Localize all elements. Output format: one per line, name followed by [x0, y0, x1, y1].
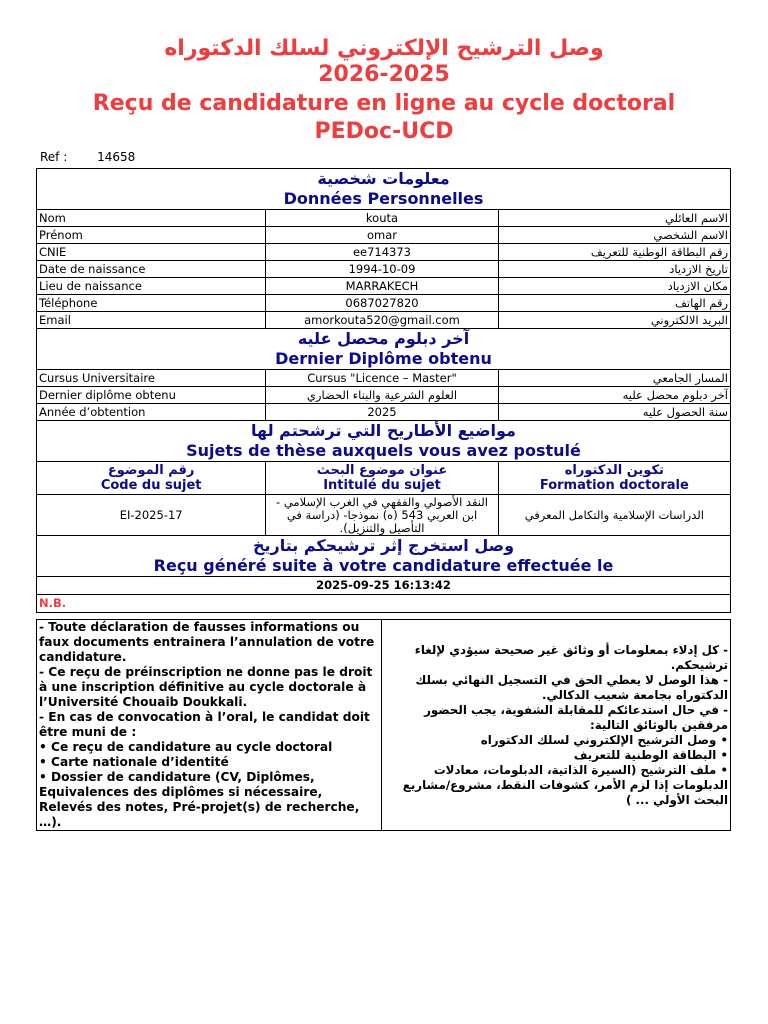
section-subjects-ar: مواضيع الأطاريح التي ترشحتم لها	[251, 421, 516, 440]
personal-value: omar	[266, 227, 498, 244]
personal-label-fr: Date de naissance	[37, 261, 266, 278]
note-fr-item: - Toute déclaration de fausses informations ou faux documents entrainera l’annulation de votre candidature.	[39, 620, 375, 664]
title-program: PEDoc-UCD	[314, 119, 454, 144]
col-header-title	[266, 462, 498, 495]
personal-label-fr: Email	[37, 312, 266, 329]
section-diploma-ar: آخر دبلوم محصل عليه	[297, 329, 470, 348]
col-code-fr: Code du sujet	[100, 478, 202, 493]
diploma-value: 2025	[266, 404, 498, 421]
section-diploma-fr: Dernier Diplôme obtenu	[275, 349, 492, 368]
section-receipt-fr: Reçu généré suite à votre candidature effectuée le	[153, 556, 614, 575]
reference	[40, 150, 135, 164]
note-fr-item: - Ce reçu de préinscription ne donne pas le droit à une inscription définitive au cycle doctorale à l’Université Chouaib Doukkali.	[39, 665, 373, 709]
personal-value: ee714373	[266, 244, 498, 261]
personal-label-ar: تاريخ الازدياد	[498, 261, 730, 278]
personal-label-fr: Nom	[37, 210, 266, 227]
note-ar-item: • ملف الترشيح (السيرة الذاتية، الدبلومات، معادلات الدبلومات إذا لزم الأمر، كشوفات النقط، مشروع/مشاريع البحث الأولي ... )	[402, 762, 728, 807]
title-year: 2026-2025	[318, 62, 450, 87]
personal-value: 0687027820	[266, 295, 498, 312]
section-receipt-ar: وصل استخرج إثر ترشيحكم بتاريخ	[252, 536, 515, 555]
candidature-table	[36, 168, 731, 613]
personal-label-ar: مكان الازدياد	[498, 278, 730, 295]
notes-table	[36, 619, 731, 831]
diploma-label-fr: Cursus Universitaire	[37, 370, 266, 387]
personal-row	[37, 210, 731, 227]
note-fr-item: • Ce reçu de candidature au cycle doctoral	[39, 740, 333, 754]
personal-label-ar: رقم الهاتف	[498, 295, 730, 312]
diploma-row	[37, 370, 731, 387]
personal-value: kouta	[266, 210, 498, 227]
personal-row	[37, 244, 731, 261]
note-ar-item: - هذا الوصل لا يعطي الحق في التسجيل النهائي بسلك الدكتوراه بجامعة شعيب الدكالي.	[415, 672, 728, 702]
diploma-row	[37, 404, 731, 421]
diploma-value: Cursus "Licence – Master"	[266, 370, 498, 387]
diploma-label-ar: آخر دبلوم محصل عليه	[498, 387, 730, 404]
note-ar-item: • وصل الترشيح الإلكتروني لسلك الدكتوراه	[480, 732, 728, 747]
note-ar-item: - في حال استدعائكم للمقابلة الشفوية، يجب الحضور مرفقين بالوثائق التالية:	[424, 702, 728, 732]
personal-value: amorkouta520@gmail.com	[266, 312, 498, 329]
note-fr-item: • Dossier de candidature (CV, Diplômes, Equivalences des diplômes si nécessaire, Relevés des notes, Pré-projet(s) de recherche, …).	[39, 770, 360, 829]
notes-french	[37, 620, 382, 831]
note-fr-item: - En cas de convocation à l’oral, le candidat doit être muni de :	[39, 710, 370, 739]
nb-label: N.B.	[37, 595, 731, 613]
col-formation-ar: تكوين الدكتوراه	[564, 463, 664, 478]
diploma-label-ar: المسار الجامعي	[498, 370, 730, 387]
note-ar-item: - كل إدلاء بمعلومات أو وثائق غير صحيحة سيؤدي لإلغاء ترشيحكم.	[414, 642, 728, 672]
personal-label-ar: البريد الالكتروني	[498, 312, 730, 329]
col-title-fr: Intitulé du sujet	[323, 478, 441, 493]
personal-row	[37, 227, 731, 244]
personal-label-ar: الاسم العائلي	[498, 210, 730, 227]
subject-code: EI-2025-17	[37, 495, 266, 536]
diploma-label-fr: Année d’obtention	[37, 404, 266, 421]
personal-label-fr: Prénom	[37, 227, 266, 244]
personal-row	[37, 278, 731, 295]
col-title-ar: عنوان موضوع البحث	[316, 463, 448, 478]
personal-label-fr: CNIE	[37, 244, 266, 261]
diploma-value: العلوم الشرعية والبناء الحضاري	[266, 387, 498, 404]
col-formation-fr: Formation doctorale	[539, 478, 689, 493]
note-ar-item: • البطاقة الوطنية للتعريف	[573, 747, 728, 762]
section-personal	[37, 169, 731, 210]
personal-label-fr: Lieu de naissance	[37, 278, 266, 295]
section-subjects	[37, 421, 731, 462]
personal-value: 1994-10-09	[266, 261, 498, 278]
personal-label-ar: رقم البطاقة الوطنية للتعريف	[498, 244, 730, 261]
section-receipt	[37, 536, 731, 577]
ref-label: Ref :	[40, 150, 68, 164]
section-personal-fr: Données Personnelles	[283, 189, 484, 208]
receipt-datetime: 2025-09-25 16:13:42	[37, 577, 731, 595]
notes-arabic	[382, 620, 731, 831]
ref-number: 14658	[97, 150, 136, 164]
section-personal-ar: معلومات شخصية	[317, 169, 450, 188]
diploma-label-fr: Dernier diplôme obtenu	[37, 387, 266, 404]
personal-value: MARRAKECH	[266, 278, 498, 295]
subject-title: النقد الأصولي والفقهي في الغرب الإسلامي - ابن العربي 543 (ه) نموذجا- (دراسة في التأصيل والتنزيل).	[266, 495, 498, 536]
personal-label-fr: Téléphone	[37, 295, 266, 312]
personal-row	[37, 295, 731, 312]
diploma-label-ar: سنة الحصول عليه	[498, 404, 730, 421]
title-french: Reçu de candidature en ligne au cycle doctoral	[92, 91, 676, 116]
note-fr-item: • Carte nationale d’identité	[39, 755, 229, 769]
subject-row	[37, 495, 731, 536]
section-diploma	[37, 329, 731, 370]
personal-row	[37, 312, 731, 329]
col-header-code	[37, 462, 266, 495]
title-arabic: وصل الترشيح الإلكتروني لسلك الدكتوراه	[164, 36, 604, 61]
col-code-ar: رقم الموضوع	[107, 463, 195, 478]
subject-formation: الدراسات الإسلامية والتكامل المعرفي	[498, 495, 730, 536]
personal-row	[37, 261, 731, 278]
col-header-formation	[498, 462, 730, 495]
diploma-row	[37, 387, 731, 404]
section-subjects-fr: Sujets de thèse auxquels vous avez postulé	[186, 441, 581, 460]
personal-label-ar: الاسم الشخصي	[498, 227, 730, 244]
